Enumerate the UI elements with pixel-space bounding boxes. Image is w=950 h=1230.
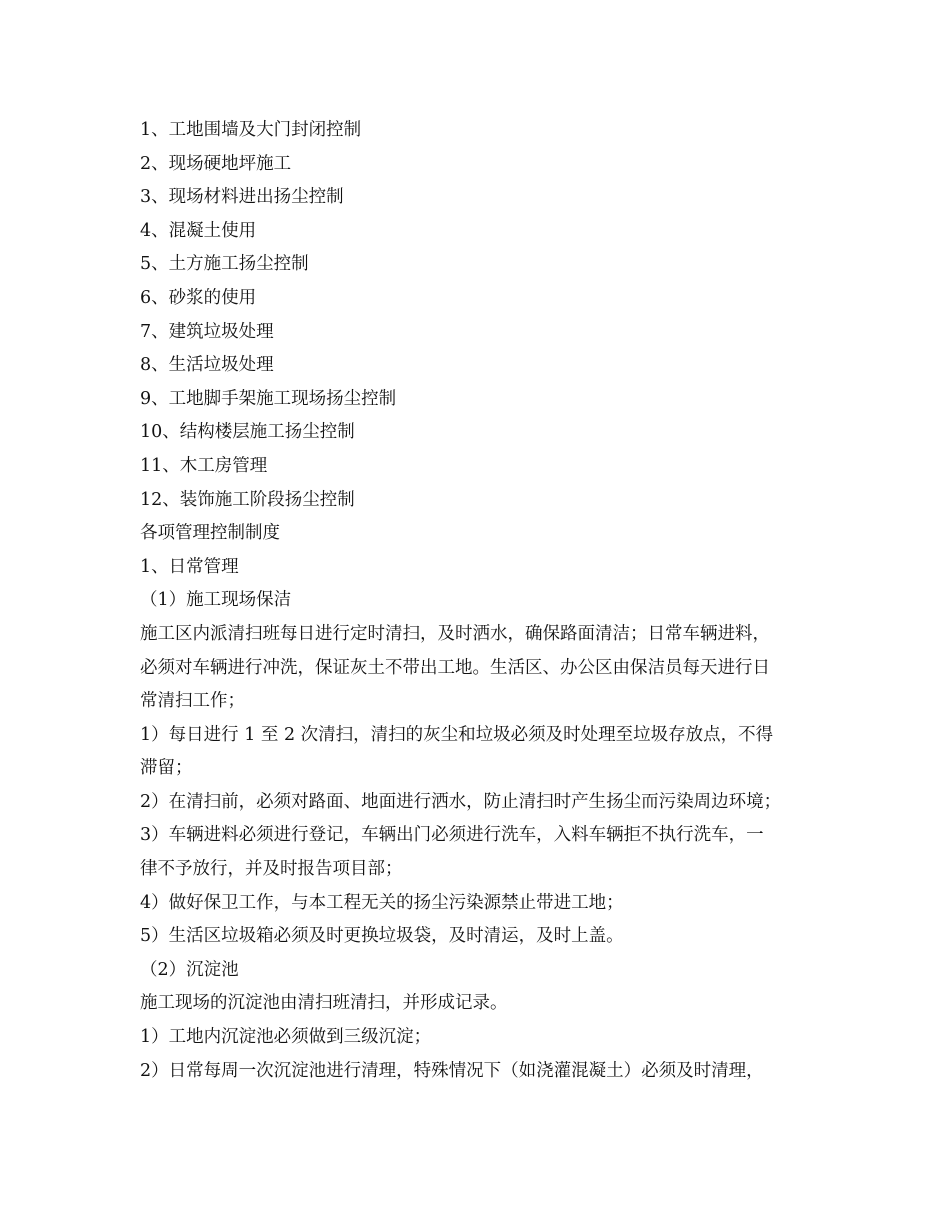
list-item: 3、现场材料进出扬尘控制 <box>140 187 344 208</box>
paragraph-line: 3）车辆进料必须进行登记，车辆出门必须进行洗车，入料车辆拒不执行洗车，一 <box>140 825 764 846</box>
paragraph-line: 常清扫工作； <box>140 691 245 712</box>
list-item: 8、生活垃圾处理 <box>140 355 274 376</box>
list-item: 4、混凝土使用 <box>140 220 257 241</box>
subsection-heading: 1、日常管理 <box>140 556 239 577</box>
list-item: 1、工地围墙及大门封闭控制 <box>140 120 362 140</box>
paragraph-line: 2）在清扫前，必须对路面、地面进行洒水，防止清扫时产生扬尘而污染周边环境； <box>140 791 782 812</box>
list-item: 5、土方施工扬尘控制 <box>140 254 309 275</box>
paragraph-line: 1）每日进行 1 至 2 次清扫，清扫的灰尘和垃圾必须及时处理至垃圾存放点，不得 <box>140 724 774 745</box>
list-item: 7、建筑垃圾处理 <box>140 321 274 342</box>
paragraph-line: 5）生活区垃圾箱必须及时更换垃圾袋，及时清运，及时上盖。 <box>140 926 624 947</box>
section-heading: 各项管理控制制度 <box>140 523 280 544</box>
paragraph-line: 滞留； <box>140 758 193 779</box>
paragraph-line: 必须对车辆进行冲洗，保证灰土不带出工地。生活区、办公区由保洁员每天进行日 <box>140 657 770 678</box>
paragraph-line: 施工区内派清扫班每日进行定时清扫，及时洒水，确保路面清洁；日常车辆进料， <box>140 623 770 644</box>
list-item: 11、木工房管理 <box>140 455 268 476</box>
paragraph-line: 施工现场的沉淀池由清扫班清扫，并形成记录。 <box>140 993 508 1014</box>
list-item: 10、结构楼层施工扬尘控制 <box>140 422 355 443</box>
list-item: 9、工地脚手架施工现场扬尘控制 <box>140 388 397 409</box>
list-item: 6、砂浆的使用 <box>140 287 257 308</box>
paragraph-line: 1）工地内沉淀池必须做到三级沉淀； <box>140 1027 432 1048</box>
paragraph-line: 律不予放行，并及时报告项目部； <box>140 859 403 880</box>
document-body <box>140 114 820 1088</box>
subsection-heading: （2）沉淀池 <box>140 959 239 980</box>
paragraph-line: 2）日常每周一次沉淀池进行清理，特殊情况下（如浇灌混凝土）必须及时清理， <box>140 1060 764 1081</box>
list-item: 2、现场硬地坪施工 <box>140 153 292 174</box>
paragraph-line: 4）做好保卫工作，与本工程无关的扬尘污染源禁止带进工地； <box>140 892 624 913</box>
subsection-heading: （1）施工现场保洁 <box>140 590 292 611</box>
list-item: 12、装饰施工阶段扬尘控制 <box>140 489 355 510</box>
